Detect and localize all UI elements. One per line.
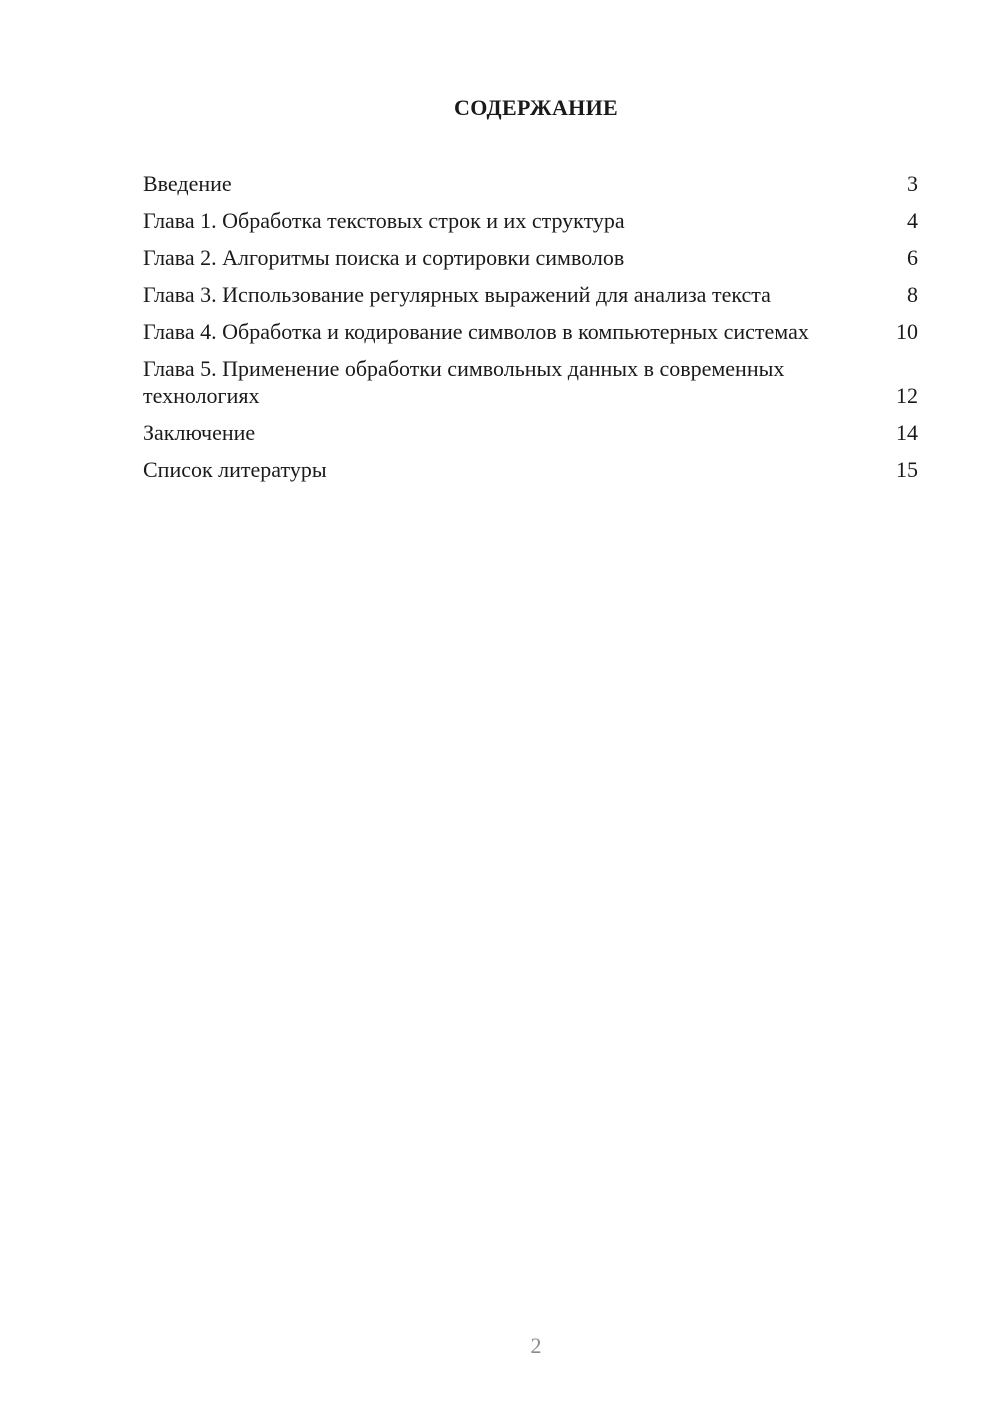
- toc-entry-page: 8: [907, 282, 918, 307]
- toc-entry: [143, 170, 918, 197]
- toc-entry-label: Введение: [143, 171, 232, 196]
- toc-entry: [143, 419, 918, 446]
- toc-entry-page: 6: [907, 245, 918, 270]
- toc-entry-page: 15: [896, 457, 918, 482]
- toc-entry-page: 3: [907, 171, 918, 196]
- toc-entry-page: 14: [896, 420, 918, 445]
- toc-entry: [143, 318, 918, 345]
- toc-entry-label: Заключение: [143, 420, 256, 445]
- toc-entry-label: Глава 2. Алгоритмы поиска и сортировки символов: [143, 245, 625, 270]
- toc-entry-label: Глава 4. Обработка и кодирование символов в компьютерных системах: [143, 319, 809, 344]
- toc-entry-label: Глава 3. Использование регулярных выражений для анализа текста: [143, 282, 771, 307]
- toc-entry: [143, 244, 918, 271]
- toc-entry-page: 12: [896, 383, 918, 408]
- page-title: СОДЕРЖАНИЕ: [454, 95, 618, 120]
- toc-entry: [143, 355, 918, 409]
- toc-entry: [143, 281, 918, 308]
- toc-entry-label: Список литературы: [143, 457, 327, 482]
- toc-entry-label: Глава 5. Применение обработки символьных данных в современных технологиях: [143, 356, 785, 408]
- table-of-contents: [143, 170, 918, 493]
- toc-entry: [143, 456, 918, 483]
- toc-entry-label: Глава 1. Обработка текстовых строк и их структура: [143, 208, 625, 233]
- page-number: 2: [530, 1333, 542, 1358]
- toc-entry-page: 10: [896, 319, 918, 344]
- toc-entry-page: 4: [907, 208, 918, 233]
- toc-entry: [143, 207, 918, 234]
